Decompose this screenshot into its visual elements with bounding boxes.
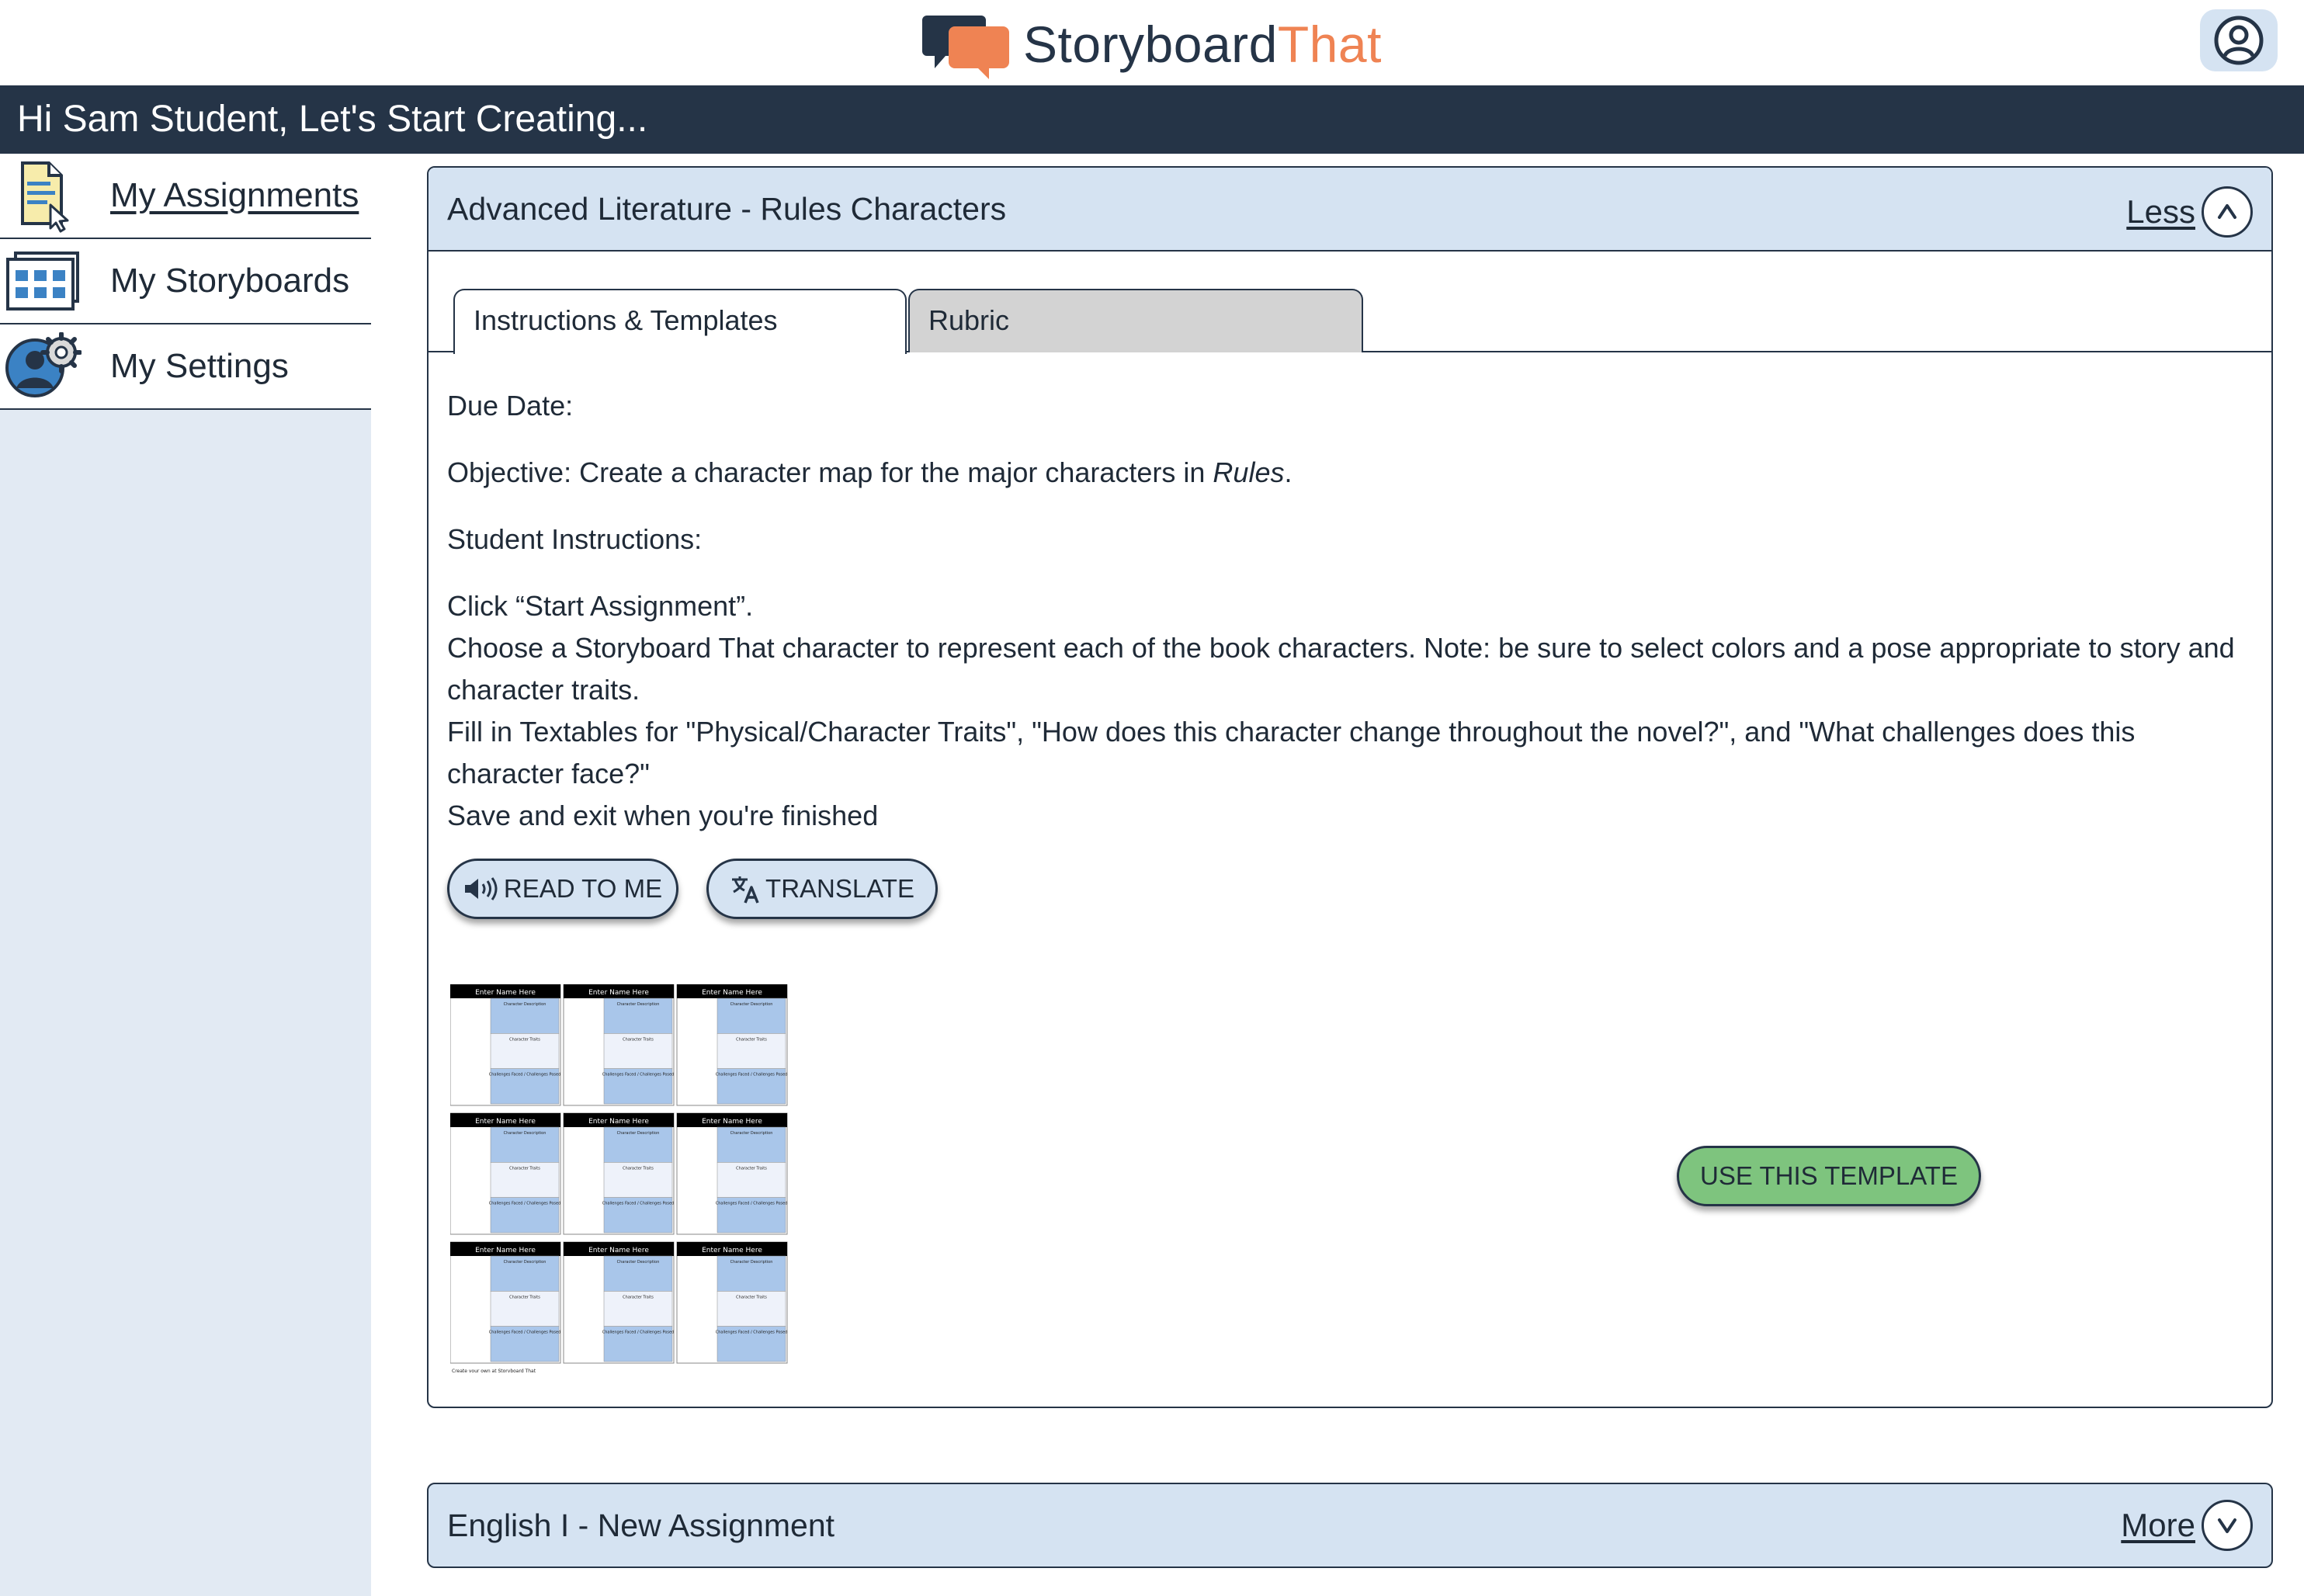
template-cell-box-label: Challenges Faced / Challenges Posed [602,1201,675,1206]
top-header [0,0,2304,85]
objective-prefix: Objective: Create a character map for the major characters in [447,456,1213,488]
assignment-panel-collapsed[interactable] [427,1483,2273,1568]
objective-book-title: Rules [1213,456,1285,488]
sidebar-item-label: My Assignments [110,176,359,214]
due-date-label: Due Date: [447,390,574,422]
user-settings-icon [0,324,85,408]
template-cell-box-label: Challenges Faced / Challenges Posed [602,1072,675,1077]
objective-suffix: . [1284,456,1293,488]
template-cell-box-label: Character Description [503,1260,547,1265]
instruction-step: Save and exit when you're finished [447,800,879,831]
tab-instructions-templates[interactable]: Instructions & Templates [453,289,907,354]
translate-label: TRANSLATE [765,874,914,903]
template-cell-name: Enter Name Here [475,989,536,997]
read-to-me-button[interactable] [447,859,678,919]
template-cell-box-label: Character Traits [736,1037,767,1043]
template-thumbnail[interactable] [450,984,792,1372]
translate-button[interactable] [706,859,938,919]
assignment-panel [427,166,2273,1408]
template-cell-box-label: Character Traits [623,1295,654,1300]
template-cell-box-label: Character Description [730,1260,773,1265]
template-cell-box-label: Challenges Faced / Challenges Posed [715,1201,788,1206]
template-cell-name: Enter Name Here [475,1247,536,1254]
template-cell-name: Enter Name Here [702,1247,762,1254]
template-cell-box-label: Character Traits [736,1166,767,1171]
sidebar-item-label: My Storyboards [110,262,350,300]
template-cell-box-label: Challenges Faced / Challenges Posed [488,1330,561,1335]
logo-word-storyboard: Storyboard [1023,16,1278,73]
toggle-label[interactable]: Less [2126,193,2195,230]
user-account-button[interactable] [2200,9,2278,71]
template-cell-name: Enter Name Here [588,1247,649,1254]
template-cell-box-label: Character Description [616,1260,660,1265]
template-cell-box-label: Challenges Faced / Challenges Posed [715,1072,788,1077]
template-cell-box-label: Character Description [730,1002,773,1007]
logo-word-that: That [1277,16,1382,73]
logo-speech-bubbles-icon [922,9,1012,79]
instructions-heading: Student Instructions: [447,523,703,555]
template-cell-box-label: Character Description [730,1131,773,1136]
template-cell-box-label: Character Description [503,1131,547,1136]
logo-wordmark [1023,15,1382,74]
template-cell-box-label: Challenges Faced / Challenges Posed [488,1072,561,1077]
template-cell-box-label: Challenges Faced / Challenges Posed [488,1201,561,1206]
template-cell-box-label: Character Traits [623,1037,654,1043]
sidebar-item-my-settings[interactable] [0,324,371,410]
template-cell-name: Enter Name Here [475,1118,536,1126]
template-cell-box-label: Character Traits [509,1295,540,1300]
storyboard-grid-icon [0,239,85,323]
speaker-icon [463,876,499,901]
sidebar [0,154,371,1596]
chevron-up-icon[interactable] [2202,186,2253,238]
use-this-template-button[interactable]: USE THIS TEMPLATE [1677,1146,1981,1206]
storyboardthat-logo[interactable] [922,9,1382,79]
template-cell-box-label: Challenges Faced / Challenges Posed [602,1330,675,1335]
user-avatar-icon [2214,16,2264,65]
assignment-header[interactable] [429,168,2271,252]
template-cell-box-label: Character Traits [509,1037,540,1043]
sidebar-item-label: My Settings [110,347,289,385]
instruction-step: Fill in Textables for "Physical/Character Traits", "How does this character change throughout the novel?", and "What challenges does this character face?" [447,716,2136,789]
tab-rubric[interactable]: Rubric [908,289,1363,352]
toggle-label[interactable]: More [2121,1507,2195,1543]
read-to-me-label: READ TO ME [503,874,663,903]
collapse-toggle[interactable] [2126,186,2253,238]
expand-toggle[interactable] [2121,1500,2253,1551]
template-footer: Create your own at Storyboard That [452,1369,536,1372]
template-cell-box-label: Challenges Faced / Challenges Posed [715,1330,788,1335]
assignment-icon [0,154,85,238]
template-cell-box-label: Character Description [616,1131,660,1136]
template-cell-name: Enter Name Here [702,989,762,997]
sidebar-item-my-storyboards[interactable] [0,239,371,324]
translate-icon [730,873,761,904]
chevron-down-icon[interactable] [2202,1500,2253,1551]
template-cell-name: Enter Name Here [588,989,649,997]
greeting-bar: Hi Sam Student, Let's Start Creating... [0,85,2304,154]
assignment-title: Advanced Literature - Rules Characters [447,190,1007,227]
objective-text [447,452,2256,494]
assignment-title: English I - New Assignment [447,1507,835,1543]
template-cell-box-label: Character Traits [623,1166,654,1171]
template-cell-box-label: Character Description [503,1002,547,1007]
template-cell-name: Enter Name Here [702,1118,762,1126]
instructions-content [447,385,2256,837]
sidebar-item-my-assignments[interactable] [0,154,371,239]
template-cell-box-label: Character Description [616,1002,660,1007]
template-cell-box-label: Character Traits [509,1166,540,1171]
template-cell-box-label: Character Traits [736,1295,767,1300]
instruction-step: Click “Start Assignment”. [447,590,754,622]
template-cell-name: Enter Name Here [588,1118,649,1126]
instruction-step: Choose a Storyboard That character to represent each of the book characters. Note: be sure to select colors and a pose appropriate to story and character traits. [447,632,2235,706]
